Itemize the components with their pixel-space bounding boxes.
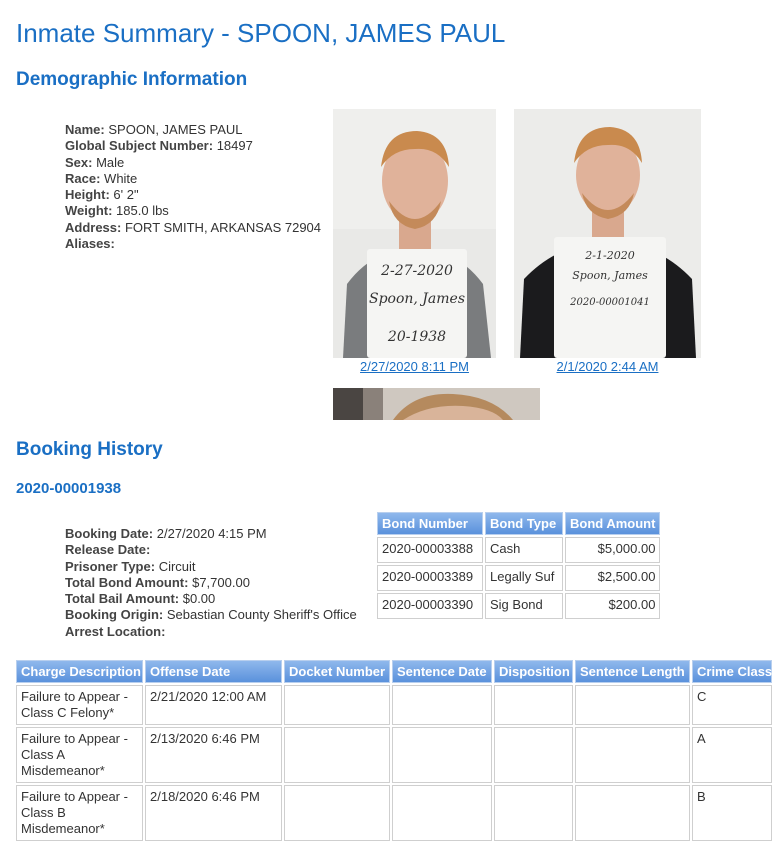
- sentence-date: [392, 727, 492, 783]
- bond-amount: $2,500.00: [565, 565, 660, 591]
- sentence-length: [575, 727, 690, 783]
- booking-info: [65, 526, 357, 640]
- charge-description: Failure to Appear - Class C Felony*: [16, 685, 143, 725]
- photo-1-sign-line-2: Spoon, James: [368, 291, 466, 307]
- bond-type-header[interactable]: Bond Type: [485, 512, 563, 535]
- table-row: [377, 565, 660, 591]
- mugshot-photo-2[interactable]: [514, 109, 701, 358]
- crime-class: B: [692, 785, 772, 841]
- demographic-info: [65, 122, 321, 252]
- photo-2-date-link[interactable]: 2/1/2020 2:44 AM: [556, 359, 659, 374]
- disposition: [494, 685, 573, 725]
- booking-history-heading: Booking History: [16, 439, 163, 460]
- disposition: [494, 727, 573, 783]
- info-address: Address: FORT SMITH, ARKANSAS 72904: [65, 219, 322, 235]
- charges-table-clip: [14, 658, 773, 866]
- info-height: Height: 6' 2": [65, 187, 139, 203]
- table-row: [377, 537, 660, 563]
- photo-2-sign-line-3: 2020-00001041: [570, 297, 650, 308]
- docket-number: [284, 727, 390, 783]
- prisoner-type: Prisoner Type: Circuit: [65, 558, 196, 574]
- sentence-date-header[interactable]: Sentence Date: [392, 660, 492, 683]
- charge-description: Failure to Appear - Class B Misdemeanor*: [16, 785, 143, 841]
- bond-amount: $200.00: [565, 593, 660, 619]
- bond-number: 2020-00003389: [377, 565, 483, 591]
- offense-date: 2/18/2020 6:46 PM: [145, 785, 282, 841]
- docket-number-header[interactable]: Docket Number: [284, 660, 390, 683]
- crime-class: A: [692, 727, 772, 783]
- info-sex: Sex: Male: [65, 154, 125, 170]
- disposition-header[interactable]: Disposition: [494, 660, 573, 683]
- info-race: Race: White: [65, 170, 138, 186]
- sentence-length: [575, 785, 690, 841]
- bond-number-header[interactable]: Bond Number: [377, 512, 483, 535]
- arrest-location: Arrest Location:: [65, 623, 166, 639]
- sentence-date: [392, 685, 492, 725]
- table-row: [16, 785, 772, 841]
- bond-type: Sig Bond: [485, 593, 563, 619]
- bond-amount: $5,000.00: [565, 537, 660, 563]
- info-name: Name: SPOON, JAMES PAUL: [65, 122, 243, 137]
- disposition: [494, 785, 573, 841]
- table-row: [377, 593, 660, 619]
- bond-table: [375, 510, 662, 621]
- sentence-date: [392, 785, 492, 841]
- offense-date: 2/13/2020 6:46 PM: [145, 727, 282, 783]
- photo-1-sign-line-1: 2-27-2020: [381, 263, 453, 279]
- photo-1-date-link[interactable]: 2/27/2020 8:11 PM: [360, 359, 469, 374]
- info-aliases: Aliases:: [65, 236, 115, 252]
- bond-type: Cash: [485, 537, 563, 563]
- charges-table: [14, 658, 774, 843]
- info-global-subject-number: Global Subject Number: 18497: [65, 138, 253, 154]
- sentence-length-header[interactable]: Sentence Length: [575, 660, 690, 683]
- offense-date-header[interactable]: Offense Date: [145, 660, 282, 683]
- bond-type: Legally Suf: [485, 565, 563, 591]
- crime-class-header[interactable]: Crime Class: [692, 660, 772, 683]
- photo-1-sign-line-3: 20-1938: [387, 329, 447, 345]
- booking-date: Booking Date: 2/27/2020 4:15 PM: [65, 526, 267, 541]
- crime-class: C: [692, 685, 772, 725]
- photo-2-sign-line-2: Spoon, James: [572, 268, 648, 282]
- docket-number: [284, 685, 390, 725]
- booking-origin: Booking Origin: Sebastian County Sheriff's Office: [65, 607, 357, 623]
- docket-number: [284, 785, 390, 841]
- bond-table-header: [377, 512, 660, 535]
- info-weight: Weight: 185.0 lbs: [65, 203, 169, 219]
- demographic-heading: Demographic Information: [16, 69, 248, 90]
- photo-2-sign-line-1: 2-1-2020: [585, 249, 635, 262]
- charges-table-header: [16, 660, 772, 683]
- table-row: [16, 727, 772, 783]
- release-date: Release Date:: [65, 542, 151, 558]
- mugshot-photo-1[interactable]: [333, 109, 496, 358]
- sentence-length: [575, 685, 690, 725]
- booking-number-heading: 2020-00001938: [16, 480, 122, 497]
- charge-description-header[interactable]: Charge Description: [16, 660, 143, 683]
- mugshot-photo-3[interactable]: [333, 388, 540, 420]
- offense-date: 2/21/2020 12:00 AM: [145, 685, 282, 725]
- total-bond-amount: Total Bond Amount: $7,700.00: [65, 574, 250, 590]
- charge-description: Failure to Appear - Class A Misdemeanor*: [16, 727, 143, 783]
- page-title: Inmate Summary - SPOON, JAMES PAUL: [16, 18, 506, 48]
- table-row: [16, 685, 772, 725]
- bond-number: 2020-00003388: [377, 537, 483, 563]
- bond-number: 2020-00003390: [377, 593, 483, 619]
- bond-amount-header[interactable]: Bond Amount: [565, 512, 660, 535]
- total-bail-amount: Total Bail Amount: $0.00: [65, 591, 216, 607]
